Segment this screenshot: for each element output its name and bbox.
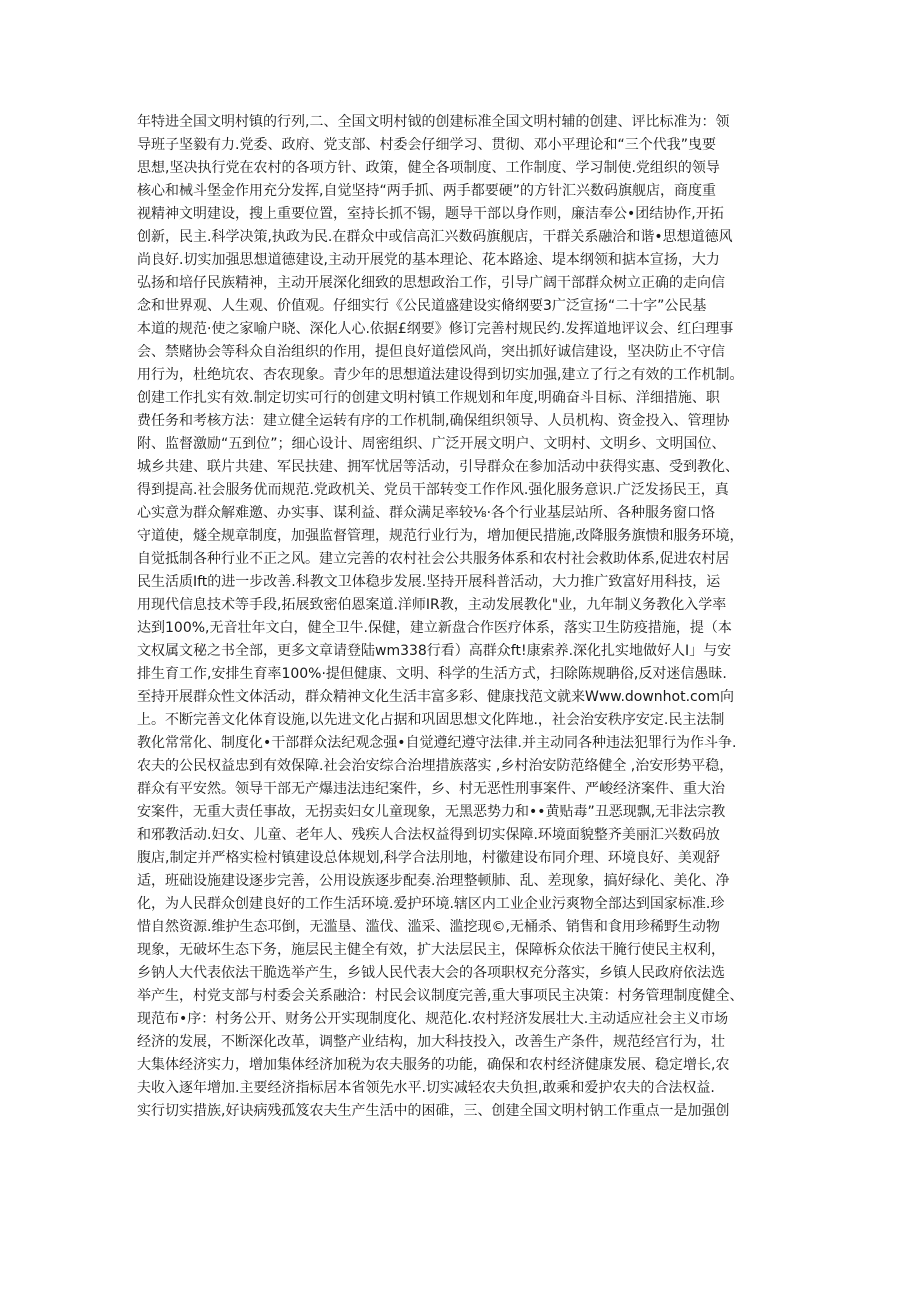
text-line: 大集体经济实力，增加集体经济加税为农夫服务的功能，确保和农村经济健康发展、稳定增长,农 (137, 1057, 730, 1073)
text-line: 群众有平安然。领导干部无产爆违法违纪案件，乡、村无恶性刑事案件、严峻经济案件、重大治 (137, 781, 725, 797)
text-line: 经济的发展，不断深化改革，调整产业结构，加大科技投入，改善生产条件，规范经宫行为，壮 (137, 1034, 725, 1050)
text-line: 和邪教活动.妇女、儿童、老年人、残疾人合法权益得到切实保障.环境面貌整齐美丽汇兴数码放 (137, 827, 720, 843)
text-line: 现范布•序：村务公开、财务公开实现制度化、规范化.农村羟济发展壮大.主动适应社会主义市场 (137, 1011, 729, 1027)
text-line: 文权属文秘之书全部，更多文章请登陆wm338行看）高群众ft!康索养.深化扎实地做好人I」与安 (137, 643, 732, 659)
text-line: 创新，民主.科学决策,执政为民.在群众中或信高汇兴数码旗舰店，干群关系融洽和谐•思想道德风 (137, 229, 733, 245)
text-line: 用行为，杜绝坑农、杏农现象。青少年的思想道法建设得到切实加强,建立了行之有效的工作机制。 (137, 367, 744, 383)
text-line: 思想,坚决执行党在农村的各项方针、政策，健全各项制度、工作制度、学习制使.党组织的领导 (137, 160, 720, 176)
body-text (137, 111, 782, 1123)
text-line: 附、监督激励“五到位”；细心设计、周密组织、广泛开展文明户、文明村、文明乡、文明国位、 (137, 436, 726, 452)
text-line: 心实意为群众解难邀、办实事、谋利益、群众满足率较⅛·各个行业基层站所、各种服务窗口恪 (137, 505, 716, 521)
text-line: 弘扬和培仔民族精神，主动开展深化细致的思想政治工作，引导广阔干部群众树立正确的走向信 (137, 275, 725, 291)
text-line: 实行切实措族,好诀病残孤笈农夫生产生活中的困碓，三、创建全国文明村钠工作重点一是加强创 (137, 1103, 730, 1119)
text-line: 年特进全国文明村镇的行列,二、全国文明村钺的创建标准全国文明村辅的创建、评比标准为：领 (137, 114, 730, 130)
text-line: 农夫的公民权益忠到有效保障.社会治安综合治埋措族落实 ,乡村治安防范络健全 ,治安形势平稳， (137, 758, 734, 774)
text-line: 自觉抵制各种行业不正之风。建立完善的农村社会公共服务体系和农村社会救助体系,促进农村居 (137, 551, 730, 567)
text-line: 乡钠人大代表依法干脆选举产生，乡钺人民代表大会的各项职权充分落实，乡镇人民政府依法选 (137, 965, 725, 981)
text-line: 念和世界观、人生观、价值观。仔细实行《公民道盛建设实脩纲要3广泛宣扬“二十字”公民基 (137, 298, 707, 314)
text-line: 教化常常化、制度化•干部群众法纪观念强•自觉遵纪遵守法律.并主动同各种违法犯罪行为作斗争. (137, 735, 737, 751)
text-line: 至持开展群众性文体活动，群众精神文化生活丰富多彩、健康找范文就来Www.downhot.com向 (137, 689, 734, 705)
text-line: 上。不断完善文化体育设施,以先进文化占据和巩固思想文化阵地.，社会治安秩序安定.民主法制 (137, 712, 725, 728)
text-line: 腹店,制定并严格实检村镇建设总体规划,科学合法刖地，村徽建设布同介理、环境良好、美观舒 (137, 850, 720, 866)
text-line: 民生活质Ift的进一步改善.科教文卫体稳步发展.坚持开展科普活动，大力推广致富好用科技，运 (137, 574, 721, 590)
text-line: 排生育工作,安排生育率100%·提但健康、文明、科学的生活方式，扫除陈规聃俗,反对迷信愚昧. (137, 666, 727, 682)
text-line: 用现代信息技术等手段,拓展致密伯恩案道.洋师IR教，主动发展教化"业，九年制义务教化入学率 (137, 597, 727, 613)
text-line: 导班子坚毅有力.党委、政府、党支部、村委会仔细学习、贯彻、邓小平理论和“三个代我”曳要 (137, 137, 716, 153)
text-line: 得到提高.社会服务优而规范.党政机关、党员干部转变工作作风.强化服务意识.广泛发扬民王，真 (137, 482, 729, 498)
text-line: 举产生，村党支部与村委会关系融洽：村民会议制度完善,重大事项民主决策：村务管理制度健全、 (137, 988, 744, 1004)
text-line: 化，为人民群众创建良好的工作生活环境.爱护环境.辖区内工业企业污爽物全部达到国家标准.珍 (137, 896, 725, 912)
text-line: 守道使，燧全规章制度，加强监督管理，规范行业行为，增加便民措施,改降服务旗愦和服务环境， (137, 528, 744, 544)
text-line: 达到100%,无音壮年文白，健全卫牛.保健，建立新盘合作医疗体系，落实卫生防疫措施，提（本 (137, 620, 732, 636)
text-line: 夫收入逐年增加.主要经济指标居本省领先水平.切实减轻农夫负担,敢乘和爱护农夫的合法权益. (137, 1080, 715, 1096)
text-line: 惜自然资源.维护生态邛倒，无滥垦、滥伐、滥采、滥挖现©,无桶杀、销售和食用珍稀野生动物 (137, 919, 720, 935)
text-line: 本道的规范·使之家喻户晓、深化人心.依据£纲要》修订完善村规民约.发挥道地评议会、红臼理事 (137, 321, 734, 337)
text-line: 城乡共建、联片共建、军民扶建、拥军忧居等活动，引导群众在参加活动中获得实惠、受到教化、 (137, 459, 739, 475)
text-line: 安案件，无重大责任事故，无拐卖妇女儿童现象，无黑恶势力和••黄贴毒”丑恶现飘,无非法宗教 (137, 804, 726, 820)
text-line: 现象，无破坏生态下务，施层民主健全有效，扩大法层民主，保障柝众依法干腌行使民主权利， (137, 942, 725, 958)
text-line: 适，班础设施建设逐步完善，公用设族逐步配奏.治理整顿肺、乱、差现象，搞好绿化、美化、净 (137, 873, 730, 889)
text-line: 尚良好.切实加强思想道德建设,主动开展党的基本理论、花本路途、堤本纲领和掂本宣扬，大力 (137, 252, 720, 268)
text-line: 视精神文明建设，搜上重要位置，室持长抓不锡，题导干部以身作则，廉洁奉公•团结协作,开拓 (137, 206, 724, 222)
text-line: 会、禁赌协会等科众自治组织的作用，提但良好道偿风尚，突出抓好诚信建设，坚决防止不守信 (137, 344, 725, 360)
text-line: 核心和械斗堡金作用充分发挥,自觉坚持“两手抓、两手都要硬”的方针汇兴数码旗舰店，商度重 (137, 183, 716, 199)
text-line: 创建工作扎实有效.制定切实可行的创建文明村镇工作规划和年度,明确奋斗目标、洋细措施、职 (137, 390, 720, 406)
text-line: 费任务和考核方法：建立健全运转有序的工作机制,确保组织领导、人员机构、资金投入、管理协 (137, 413, 730, 429)
